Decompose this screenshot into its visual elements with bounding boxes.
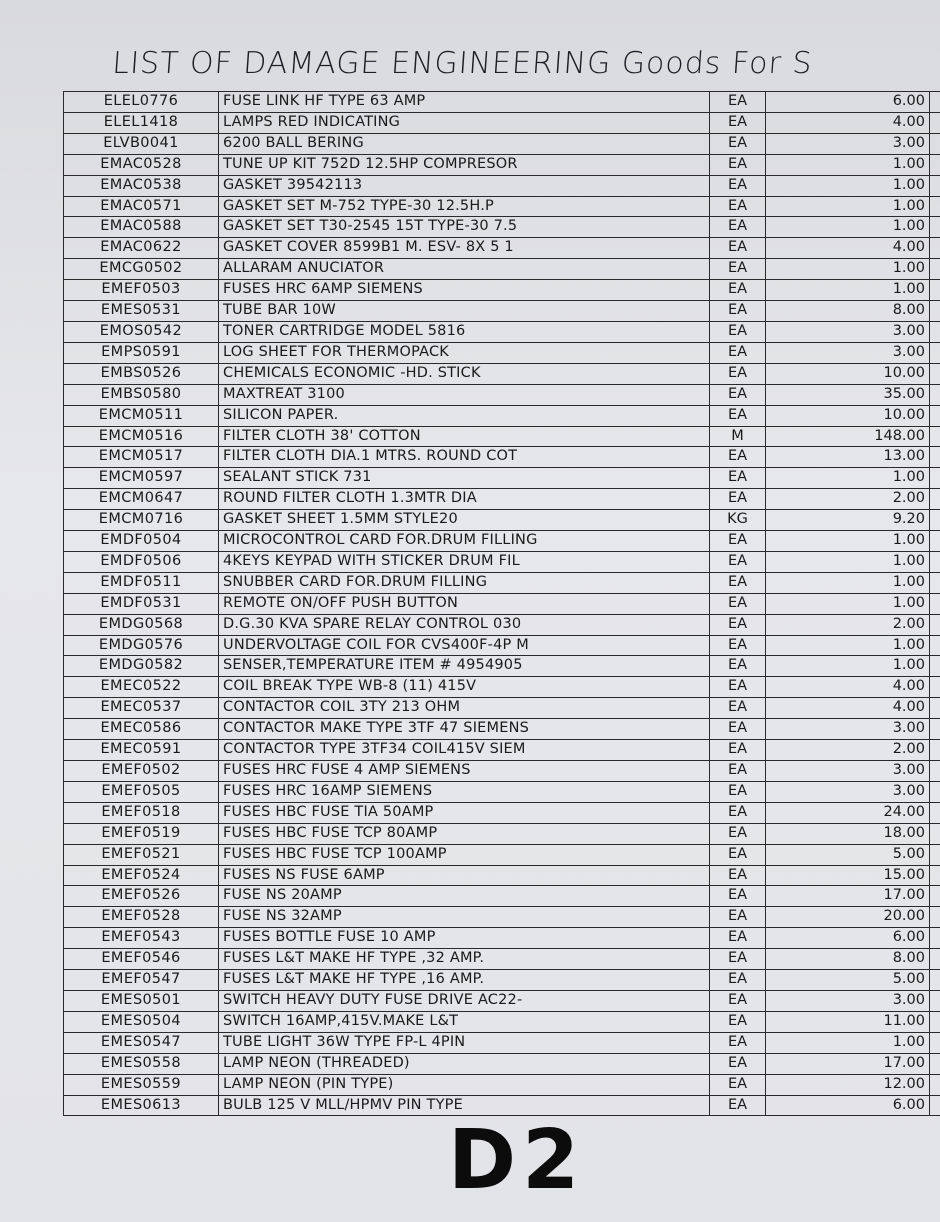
trailing-cell [930, 280, 940, 301]
trailing-cell [930, 719, 940, 740]
item-code-cell: EMES0559 [64, 1074, 219, 1095]
unit-of-measure-cell: EA [710, 468, 766, 489]
unit-of-measure-cell: EA [710, 551, 766, 572]
item-code-cell: EMAC0622 [64, 238, 219, 259]
quantity-cell: 17.00 [766, 886, 930, 907]
item-code-cell: EMEF0546 [64, 949, 219, 970]
item-code-cell: ELEL0776 [64, 92, 219, 113]
trailing-cell [930, 301, 940, 322]
unit-of-measure-cell: EA [710, 970, 766, 991]
quantity-cell: 12.00 [766, 1074, 930, 1095]
table-row [64, 740, 940, 761]
table-row [64, 112, 940, 133]
quantity-cell: 3.00 [766, 990, 930, 1011]
item-description-cell: LAMP NEON (PIN TYPE) [219, 1074, 710, 1095]
unit-of-measure-cell: EA [710, 1074, 766, 1095]
table-row [64, 781, 940, 802]
table-row [64, 865, 940, 886]
item-code-cell: EMCG0502 [64, 259, 219, 280]
quantity-cell: 6.00 [766, 928, 930, 949]
trailing-cell [930, 551, 940, 572]
item-code-cell: ELVB0041 [64, 133, 219, 154]
item-description-cell: LAMP NEON (THREADED) [219, 1053, 710, 1074]
table-row [64, 970, 940, 991]
unit-of-measure-cell: EA [710, 865, 766, 886]
item-code-cell: EMES0504 [64, 1011, 219, 1032]
unit-of-measure-cell: EA [710, 342, 766, 363]
quantity-cell: 9.20 [766, 510, 930, 531]
trailing-cell [930, 405, 940, 426]
trailing-cell [930, 907, 940, 928]
quantity-cell: 1.00 [766, 154, 930, 175]
table-row [64, 384, 940, 405]
item-description-cell: 4KEYS KEYPAD WITH STICKER DRUM FIL [219, 551, 710, 572]
item-code-cell: EMEF0518 [64, 802, 219, 823]
unit-of-measure-cell: EA [710, 928, 766, 949]
unit-of-measure-cell: EA [710, 719, 766, 740]
unit-of-measure-cell: EA [710, 949, 766, 970]
item-description-cell: CHEMICALS ECONOMIC -HD. STICK [219, 363, 710, 384]
unit-of-measure-cell: EA [710, 802, 766, 823]
item-code-cell: EMPS0591 [64, 342, 219, 363]
trailing-cell [930, 175, 940, 196]
table-row [64, 447, 940, 468]
unit-of-measure-cell: EA [710, 259, 766, 280]
quantity-cell: 15.00 [766, 865, 930, 886]
trailing-cell [930, 1074, 940, 1095]
quantity-cell: 1.00 [766, 196, 930, 217]
item-description-cell: FUSES NS FUSE 6AMP [219, 865, 710, 886]
unit-of-measure-cell: EA [710, 175, 766, 196]
item-description-cell: GASKET SET T30-2545 15T TYPE-30 7.5 [219, 217, 710, 238]
trailing-cell [930, 802, 940, 823]
quantity-cell: 1.00 [766, 551, 930, 572]
unit-of-measure-cell: EA [710, 384, 766, 405]
trailing-cell [930, 781, 940, 802]
table-row [64, 280, 940, 301]
item-code-cell: EMDG0568 [64, 614, 219, 635]
table-row [64, 614, 940, 635]
table-row [64, 531, 940, 552]
item-description-cell: FILTER CLOTH DIA.1 MTRS. ROUND COT [219, 447, 710, 468]
quantity-cell: 1.00 [766, 217, 930, 238]
unit-of-measure-cell: EA [710, 1095, 766, 1116]
table-row [64, 489, 940, 510]
item-description-cell: FUSES HRC FUSE 4 AMP SIEMENS [219, 761, 710, 782]
trailing-cell [930, 865, 940, 886]
unit-of-measure-cell: EA [710, 489, 766, 510]
item-code-cell: EMES0558 [64, 1053, 219, 1074]
item-code-cell: EMAC0571 [64, 196, 219, 217]
item-description-cell: TUNE UP KIT 752D 12.5HP COMPRESOR [219, 154, 710, 175]
item-description-cell: SENSER,TEMPERATURE ITEM # 4954905 [219, 656, 710, 677]
trailing-cell [930, 990, 940, 1011]
trailing-cell [930, 363, 940, 384]
item-code-cell: EMEF0543 [64, 928, 219, 949]
quantity-cell: 2.00 [766, 740, 930, 761]
table-row [64, 342, 940, 363]
quantity-cell: 3.00 [766, 342, 930, 363]
item-code-cell: EMES0531 [64, 301, 219, 322]
item-description-cell: TONER CARTRIDGE MODEL 5816 [219, 321, 710, 342]
trailing-cell [930, 321, 940, 342]
table-row [64, 719, 940, 740]
trailing-cell [930, 112, 940, 133]
unit-of-measure-cell: EA [710, 761, 766, 782]
unit-of-measure-cell: EA [710, 823, 766, 844]
table-row [64, 405, 940, 426]
item-code-cell: EMES0501 [64, 990, 219, 1011]
item-code-cell: EMAC0528 [64, 154, 219, 175]
table-row [64, 321, 940, 342]
item-description-cell: SNUBBER CARD FOR.DRUM FILLING [219, 572, 710, 593]
table-row [64, 133, 940, 154]
item-description-cell: FUSE NS 32AMP [219, 907, 710, 928]
trailing-cell [930, 196, 940, 217]
table-row [64, 928, 940, 949]
item-description-cell: CONTACTOR MAKE TYPE 3TF 47 SIEMENS [219, 719, 710, 740]
table-row [64, 551, 940, 572]
item-code-cell: EMCM0597 [64, 468, 219, 489]
quantity-cell: 3.00 [766, 719, 930, 740]
item-description-cell: 6200 BALL BERING [219, 133, 710, 154]
trailing-cell [930, 1053, 940, 1074]
item-description-cell: CONTACTOR TYPE 3TF34 COIL415V SIEM [219, 740, 710, 761]
item-code-cell: EMEF0503 [64, 280, 219, 301]
table-row [64, 217, 940, 238]
table-row [64, 301, 940, 322]
item-description-cell: MICROCONTROL CARD FOR.DRUM FILLING [219, 531, 710, 552]
table-row [64, 656, 940, 677]
quantity-cell: 2.00 [766, 489, 930, 510]
item-description-cell: FUSES L&T MAKE HF TYPE ,16 AMP. [219, 970, 710, 991]
quantity-cell: 1.00 [766, 468, 930, 489]
unit-of-measure-cell: EA [710, 112, 766, 133]
trailing-cell [930, 844, 940, 865]
trailing-cell [930, 823, 940, 844]
trailing-cell [930, 949, 940, 970]
item-code-cell: EMEF0547 [64, 970, 219, 991]
item-description-cell: SWITCH 16AMP,415V.MAKE L&T [219, 1011, 710, 1032]
quantity-cell: 20.00 [766, 907, 930, 928]
quantity-cell: 10.00 [766, 363, 930, 384]
item-description-cell: GASKET 39542113 [219, 175, 710, 196]
item-description-cell: REMOTE ON/OFF PUSH BUTTON [219, 593, 710, 614]
table-row [64, 572, 940, 593]
item-description-cell: SEALANT STICK 731 [219, 468, 710, 489]
table-row [64, 823, 940, 844]
item-code-cell: EMAC0588 [64, 217, 219, 238]
unit-of-measure-cell: EA [710, 321, 766, 342]
quantity-cell: 24.00 [766, 802, 930, 823]
unit-of-measure-cell: EA [710, 1053, 766, 1074]
unit-of-measure-cell: EA [710, 133, 766, 154]
quantity-cell: 11.00 [766, 1011, 930, 1032]
unit-of-measure-cell: EA [710, 363, 766, 384]
item-code-cell: EMCM0647 [64, 489, 219, 510]
item-code-cell: EMES0547 [64, 1032, 219, 1053]
trailing-cell [930, 572, 940, 593]
item-code-cell: EMOS0542 [64, 321, 219, 342]
item-description-cell: LAMPS RED INDICATING [219, 112, 710, 133]
table-row [64, 907, 940, 928]
trailing-cell [930, 154, 940, 175]
damaged-goods-table [63, 91, 940, 1116]
unit-of-measure-cell: EA [710, 301, 766, 322]
table-row [64, 698, 940, 719]
table-body [64, 92, 940, 1116]
table-row [64, 363, 940, 384]
item-description-cell: GASKET SET M-752 TYPE-30 12.5H.P [219, 196, 710, 217]
item-description-cell: FUSES HBC FUSE TCP 100AMP [219, 844, 710, 865]
trailing-cell [930, 635, 940, 656]
item-description-cell: ALLARAM ANUCIATOR [219, 259, 710, 280]
trailing-cell [930, 593, 940, 614]
trailing-cell [930, 259, 940, 280]
quantity-cell: 1.00 [766, 656, 930, 677]
unit-of-measure-cell: EA [710, 280, 766, 301]
table-row [64, 1032, 940, 1053]
table-row [64, 593, 940, 614]
item-description-cell: FUSES L&T MAKE HF TYPE ,32 AMP. [219, 949, 710, 970]
item-code-cell: EMDG0576 [64, 635, 219, 656]
item-description-cell: ROUND FILTER CLOTH 1.3MTR DIA [219, 489, 710, 510]
trailing-cell [930, 342, 940, 363]
item-description-cell: GASKET COVER 8599B1 M. ESV- 8X 5 1 [219, 238, 710, 259]
table-row [64, 1011, 940, 1032]
item-code-cell: EMCM0516 [64, 426, 219, 447]
quantity-cell: 6.00 [766, 92, 930, 113]
item-description-cell: TUBE BAR 10W [219, 301, 710, 322]
unit-of-measure-cell: EA [710, 677, 766, 698]
unit-of-measure-cell: EA [710, 405, 766, 426]
item-code-cell: EMES0613 [64, 1095, 219, 1116]
quantity-cell: 5.00 [766, 970, 930, 991]
trailing-cell [930, 238, 940, 259]
quantity-cell: 8.00 [766, 949, 930, 970]
quantity-cell: 17.00 [766, 1053, 930, 1074]
unit-of-measure-cell: EA [710, 531, 766, 552]
quantity-cell: 1.00 [766, 531, 930, 552]
item-description-cell: FUSES HRC 6AMP SIEMENS [219, 280, 710, 301]
unit-of-measure-cell: EA [710, 1011, 766, 1032]
trailing-cell [930, 886, 940, 907]
quantity-cell: 2.00 [766, 614, 930, 635]
unit-of-measure-cell: EA [710, 1032, 766, 1053]
trailing-cell [930, 761, 940, 782]
trailing-cell [930, 133, 940, 154]
quantity-cell: 1.00 [766, 280, 930, 301]
item-description-cell: FUSES HBC FUSE TCP 80AMP [219, 823, 710, 844]
quantity-cell: 3.00 [766, 133, 930, 154]
item-description-cell: FUSE NS 20AMP [219, 886, 710, 907]
unit-of-measure-cell: EA [710, 698, 766, 719]
document-title: LIST OF DAMAGE ENGINEERING Goods For S [111, 46, 814, 81]
handwritten-page-mark: D2 [448, 1113, 586, 1208]
table-row [64, 426, 940, 447]
item-code-cell: EMAC0538 [64, 175, 219, 196]
item-description-cell: UNDERVOLTAGE COIL FOR CVS400F-4P M [219, 635, 710, 656]
quantity-cell: 1.00 [766, 1032, 930, 1053]
trailing-cell [930, 468, 940, 489]
item-description-cell: FUSES BOTTLE FUSE 10 AMP [219, 928, 710, 949]
trailing-cell [930, 1011, 940, 1032]
item-code-cell: EMEF0505 [64, 781, 219, 802]
item-description-cell: COIL BREAK TYPE WB-8 (11) 415V [219, 677, 710, 698]
item-code-cell: EMEF0528 [64, 907, 219, 928]
quantity-cell: 8.00 [766, 301, 930, 322]
unit-of-measure-cell: EA [710, 844, 766, 865]
item-code-cell: EMEF0524 [64, 865, 219, 886]
quantity-cell: 1.00 [766, 635, 930, 656]
unit-of-measure-cell: EA [710, 572, 766, 593]
item-description-cell: D.G.30 KVA SPARE RELAY CONTROL 030 [219, 614, 710, 635]
quantity-cell: 4.00 [766, 112, 930, 133]
trailing-cell [930, 217, 940, 238]
table-row [64, 154, 940, 175]
trailing-cell [930, 447, 940, 468]
trailing-cell [930, 531, 940, 552]
quantity-cell: 13.00 [766, 447, 930, 468]
trailing-cell [930, 384, 940, 405]
item-code-cell: EMCM0511 [64, 405, 219, 426]
unit-of-measure-cell: M [710, 426, 766, 447]
unit-of-measure-cell: EA [710, 656, 766, 677]
trailing-cell [930, 510, 940, 531]
item-code-cell: EMEF0521 [64, 844, 219, 865]
table-row [64, 761, 940, 782]
table-row [64, 1053, 940, 1074]
unit-of-measure-cell: EA [710, 886, 766, 907]
item-code-cell: EMBS0526 [64, 363, 219, 384]
item-code-cell: EMCM0517 [64, 447, 219, 468]
table-row [64, 949, 940, 970]
item-description-cell: FUSES HRC 16AMP SIEMENS [219, 781, 710, 802]
trailing-cell [930, 1095, 940, 1116]
unit-of-measure-cell: EA [710, 740, 766, 761]
quantity-cell: 1.00 [766, 259, 930, 280]
item-code-cell: EMDF0511 [64, 572, 219, 593]
trailing-cell [930, 677, 940, 698]
unit-of-measure-cell: EA [710, 990, 766, 1011]
item-description-cell: FUSES HBC FUSE TIA 50AMP [219, 802, 710, 823]
item-description-cell: SWITCH HEAVY DUTY FUSE DRIVE AC22- [219, 990, 710, 1011]
table-row [64, 238, 940, 259]
unit-of-measure-cell: EA [710, 92, 766, 113]
quantity-cell: 3.00 [766, 321, 930, 342]
quantity-cell: 4.00 [766, 698, 930, 719]
table-row [64, 468, 940, 489]
quantity-cell: 4.00 [766, 677, 930, 698]
unit-of-measure-cell: EA [710, 238, 766, 259]
quantity-cell: 10.00 [766, 405, 930, 426]
item-description-cell: MAXTREAT 3100 [219, 384, 710, 405]
table-row [64, 802, 940, 823]
table-row [64, 1074, 940, 1095]
item-code-cell: EMCM0716 [64, 510, 219, 531]
unit-of-measure-cell: EA [710, 593, 766, 614]
item-code-cell: EMEF0526 [64, 886, 219, 907]
trailing-cell [930, 489, 940, 510]
trailing-cell [930, 614, 940, 635]
item-code-cell: EMDF0504 [64, 531, 219, 552]
trailing-cell [930, 970, 940, 991]
table-row [64, 886, 940, 907]
item-code-cell: EMEC0586 [64, 719, 219, 740]
trailing-cell [930, 426, 940, 447]
trailing-cell [930, 928, 940, 949]
item-description-cell: FILTER CLOTH 38' COTTON [219, 426, 710, 447]
item-code-cell: EMEF0502 [64, 761, 219, 782]
item-code-cell: ELEL1418 [64, 112, 219, 133]
quantity-cell: 6.00 [766, 1095, 930, 1116]
unit-of-measure-cell: KG [710, 510, 766, 531]
table-row [64, 677, 940, 698]
item-description-cell: FUSE LINK HF TYPE 63 AMP [219, 92, 710, 113]
item-description-cell: TUBE LIGHT 36W TYPE FP-L 4PIN [219, 1032, 710, 1053]
quantity-cell: 3.00 [766, 781, 930, 802]
table-row [64, 844, 940, 865]
table-row [64, 990, 940, 1011]
item-description-cell: CONTACTOR COIL 3TY 213 OHM [219, 698, 710, 719]
quantity-cell: 1.00 [766, 572, 930, 593]
trailing-cell [930, 656, 940, 677]
quantity-cell: 148.00 [766, 426, 930, 447]
item-code-cell: EMEC0537 [64, 698, 219, 719]
item-code-cell: EMDF0531 [64, 593, 219, 614]
trailing-cell [930, 740, 940, 761]
unit-of-measure-cell: EA [710, 635, 766, 656]
item-code-cell: EMDF0506 [64, 551, 219, 572]
item-code-cell: EMDG0582 [64, 656, 219, 677]
unit-of-measure-cell: EA [710, 781, 766, 802]
unit-of-measure-cell: EA [710, 447, 766, 468]
table-row [64, 635, 940, 656]
quantity-cell: 5.00 [766, 844, 930, 865]
unit-of-measure-cell: EA [710, 614, 766, 635]
item-description-cell: LOG SHEET FOR THERMOPACK [219, 342, 710, 363]
item-code-cell: EMBS0580 [64, 384, 219, 405]
unit-of-measure-cell: EA [710, 196, 766, 217]
quantity-cell: 1.00 [766, 175, 930, 196]
trailing-cell [930, 1032, 940, 1053]
unit-of-measure-cell: EA [710, 217, 766, 238]
item-code-cell: EMEF0519 [64, 823, 219, 844]
quantity-cell: 4.00 [766, 238, 930, 259]
unit-of-measure-cell: EA [710, 907, 766, 928]
unit-of-measure-cell: EA [710, 154, 766, 175]
table-row [64, 510, 940, 531]
quantity-cell: 3.00 [766, 761, 930, 782]
item-code-cell: EMEC0522 [64, 677, 219, 698]
table-row [64, 196, 940, 217]
quantity-cell: 35.00 [766, 384, 930, 405]
quantity-cell: 1.00 [766, 593, 930, 614]
table-row [64, 92, 940, 113]
table-row [64, 259, 940, 280]
item-code-cell: EMEC0591 [64, 740, 219, 761]
table-row [64, 175, 940, 196]
trailing-cell [930, 698, 940, 719]
item-description-cell: GASKET SHEET 1.5MM STYLE20 [219, 510, 710, 531]
item-description-cell: BULB 125 V MLL/HPMV PIN TYPE [219, 1095, 710, 1116]
trailing-cell [930, 92, 940, 113]
item-description-cell: SILICON PAPER. [219, 405, 710, 426]
quantity-cell: 18.00 [766, 823, 930, 844]
